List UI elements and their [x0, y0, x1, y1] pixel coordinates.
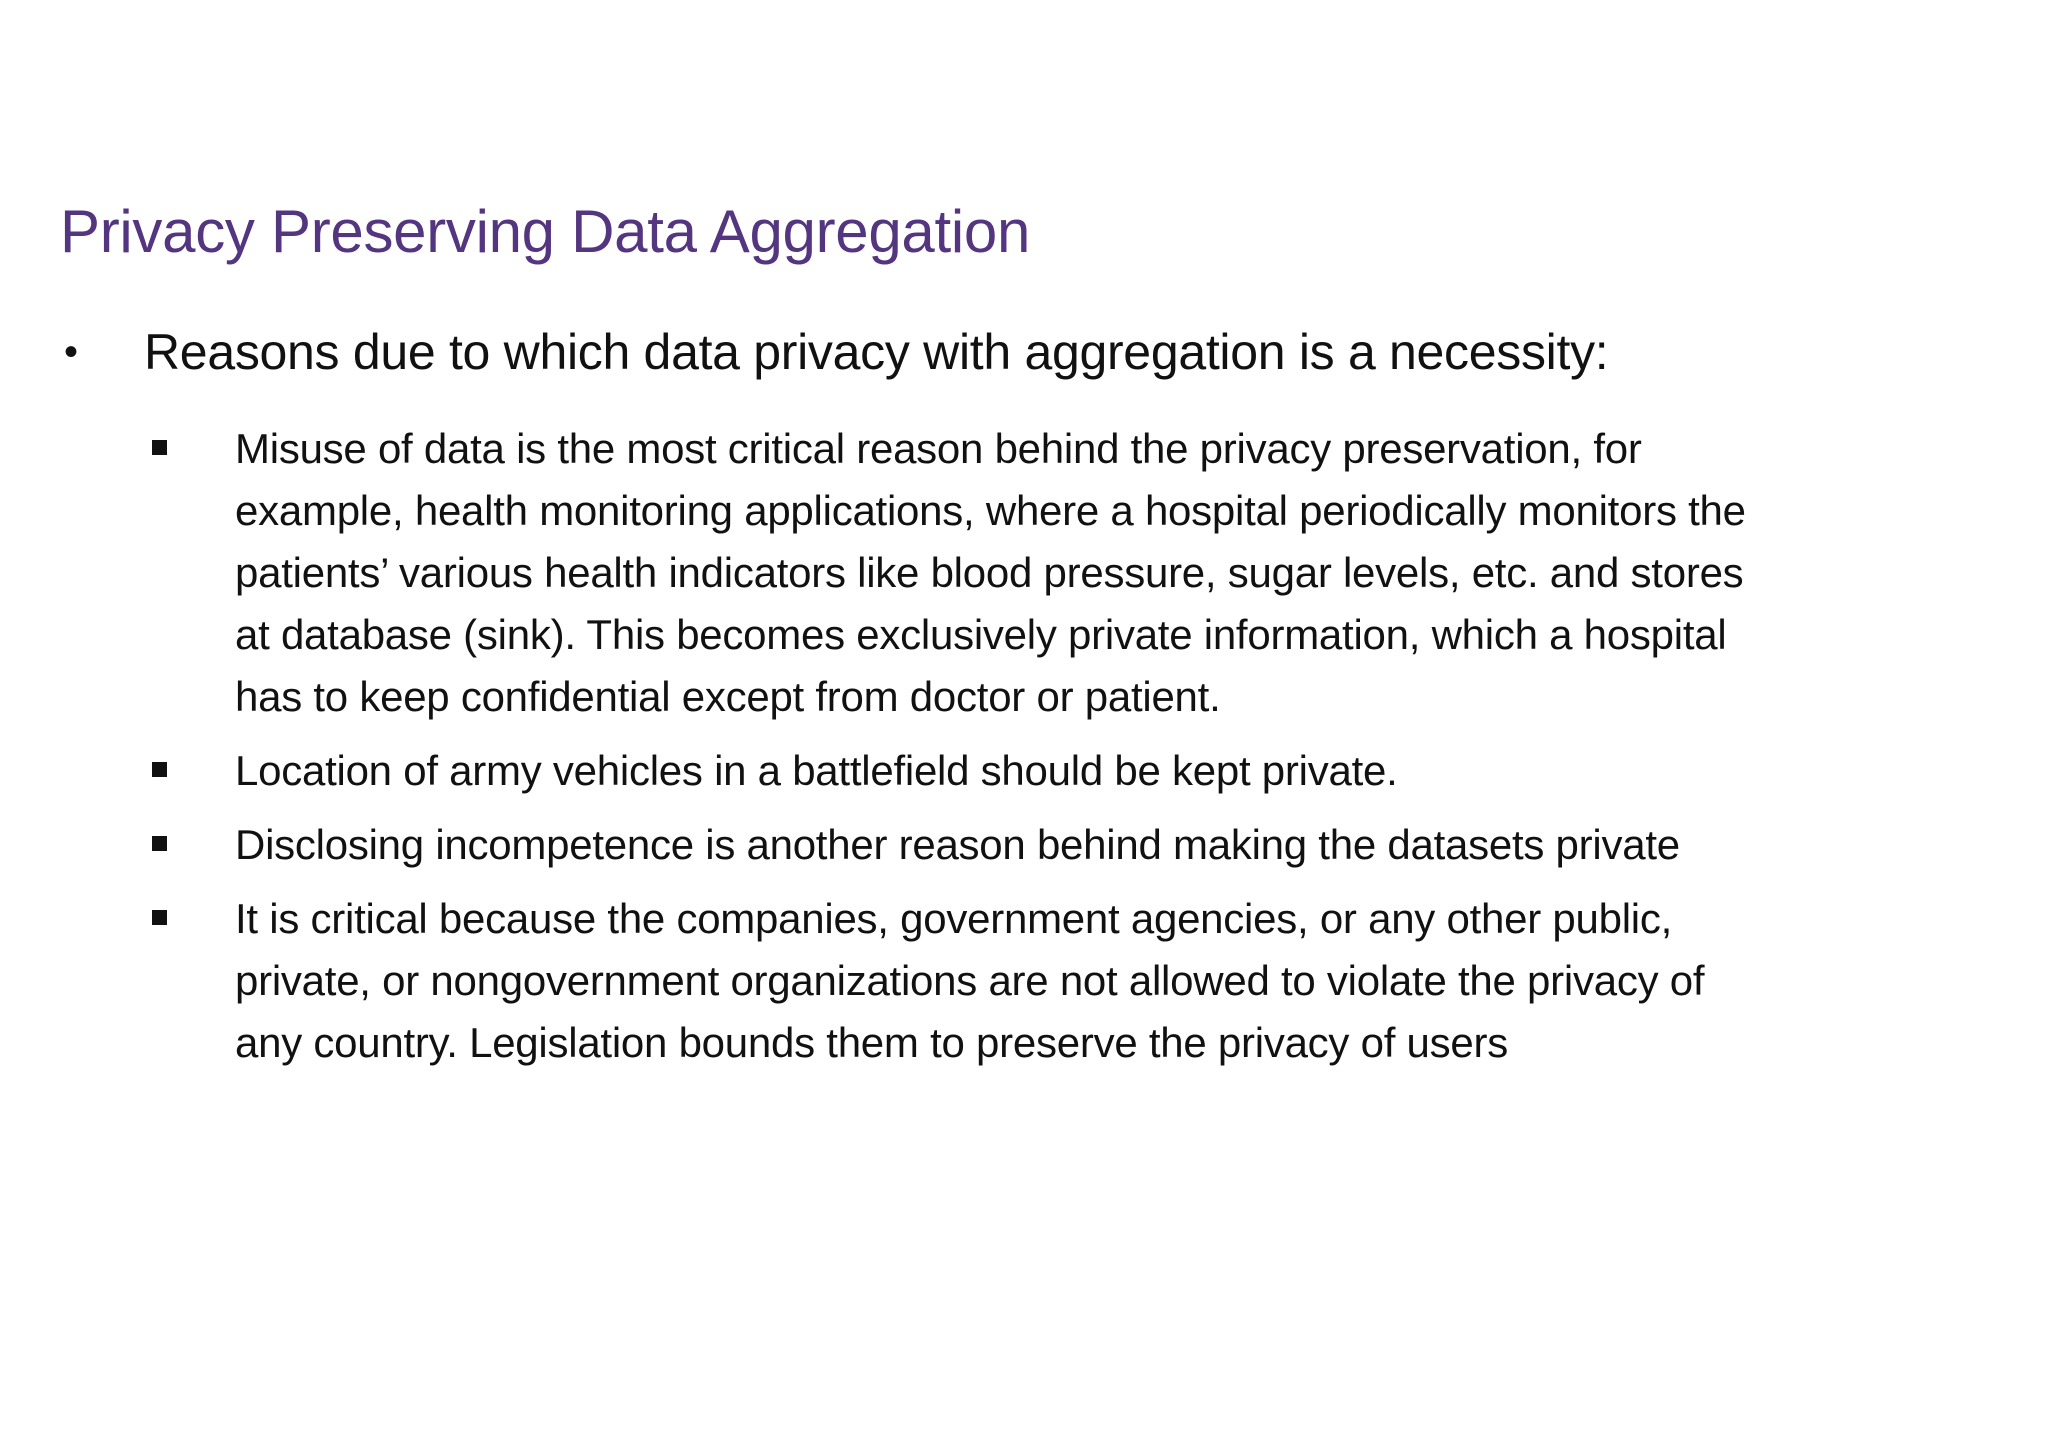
sub-bullet-line: any country. Legislation bounds them to preserve the privacy of users — [235, 1019, 1508, 1066]
sub-bullet-list — [150, 418, 2000, 1086]
sub-bullet-item — [150, 740, 2000, 802]
main-bullet-point — [60, 320, 2000, 384]
sub-bullet-item — [150, 418, 2000, 728]
sub-bullet-line: Disclosing incompetence is another reason behind making the datasets private — [235, 821, 1680, 868]
sub-bullet-line: example, health monitoring applications, where a hospital periodically monitors the — [235, 487, 1746, 534]
main-bullet-row — [60, 320, 2000, 384]
sub-bullet-line: Location of army vehicles in a battlefield should be kept private. — [235, 747, 1398, 794]
sub-bullet-line: Misuse of data is the most critical reason behind the privacy preservation, for — [235, 425, 1642, 472]
slide-title: Privacy Preserving Data Aggregation — [60, 198, 1031, 265]
main-bullet-text: Reasons due to which data privacy with aggregation is a necessity: — [144, 324, 1609, 380]
sub-bullet-line: has to keep confidential except from doctor or patient. — [235, 673, 1221, 720]
sub-bullet-item — [150, 888, 2000, 1074]
sub-bullet-item — [150, 814, 2000, 876]
sub-bullet-line: private, or nongovernment organizations are not allowed to violate the privacy of — [235, 957, 1705, 1004]
sub-bullet-line: patients’ various health indicators like blood pressure, sugar levels, etc. and stores — [235, 549, 1744, 596]
square-bullet-icon — [152, 762, 167, 777]
sub-bullet-line: It is critical because the companies, government agencies, or any other public, — [235, 895, 1673, 942]
square-bullet-icon — [152, 440, 167, 455]
square-bullet-icon — [152, 836, 167, 851]
sub-bullet-line: at database (sink). This becomes exclusively private information, which a hospital — [235, 611, 1727, 658]
square-bullet-icon — [152, 910, 167, 925]
round-bullet-icon: • — [64, 330, 78, 374]
